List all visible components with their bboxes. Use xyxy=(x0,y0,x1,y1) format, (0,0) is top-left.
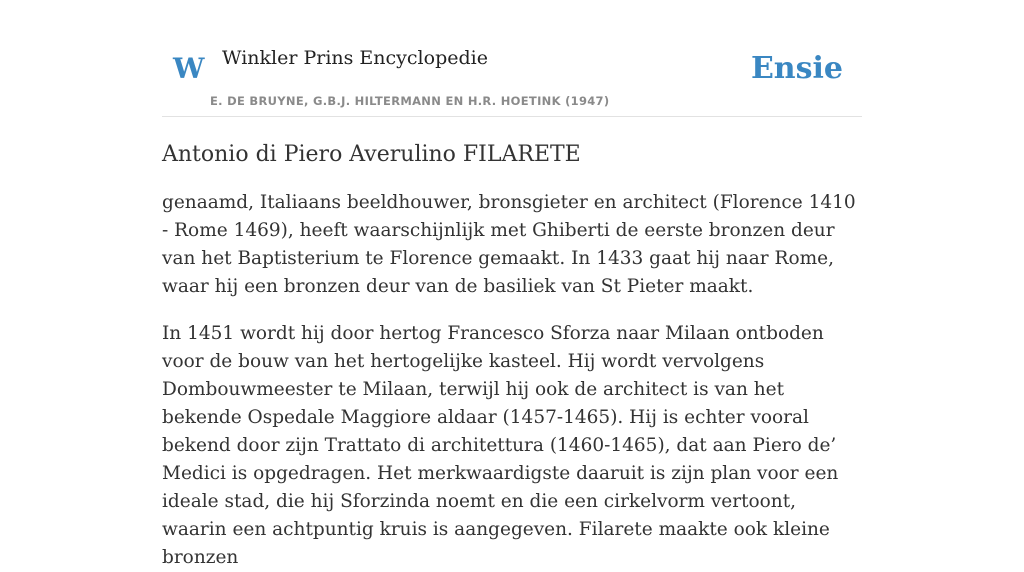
source-logo[interactable]: W xyxy=(173,52,205,85)
article-title: Antonio di Piero Averulino FILARETE xyxy=(162,142,581,167)
brand-logo[interactable]: Ensie xyxy=(750,51,843,86)
source-authors: E. DE BRUYNE, G.B.J. HILTERMANN EN H.R. HOETINK (1947) xyxy=(210,94,610,108)
source-title[interactable]: Winkler Prins Encyclopedie xyxy=(222,47,488,69)
article xyxy=(162,136,862,572)
article-paragraph: genaamd, Italiaans beeldhouwer, bronsgieter en architect (Florence 1410 - Rome 1469), heeft waarschijnlijk met Ghiberti de eerste bronzen deur van het Baptisterium te Florence gemaakt. In 1433 gaat hij naar Rome, waar hij een bronzen deur van de basiliek van St Pieter maakt. xyxy=(162,192,856,297)
source-header xyxy=(162,0,862,117)
article-paragraph: In 1451 wordt hij door hertog Francesco Sforza naar Milaan ontboden voor de bouw van het hertogelijke kasteel. Hij wordt vervolgens Dombouwmeester te Milaan, terwijl hij ook de architect is van het bekende Ospedale Maggiore aldaar (1457-1465). Hij is echter vooral bekend door zijn Trattato di architettura (1460-1465), dat aan Piero de’ Medici is opgedragen. Het merkwaardigste daaruit is zijn plan voor een ideale stad, die hij Sforzinda noemt en die een cirkelvorm vertoont, waarin een achtpuntig kruis is aangegeven. Filarete maakte ook kleine bronzen xyxy=(162,323,839,568)
